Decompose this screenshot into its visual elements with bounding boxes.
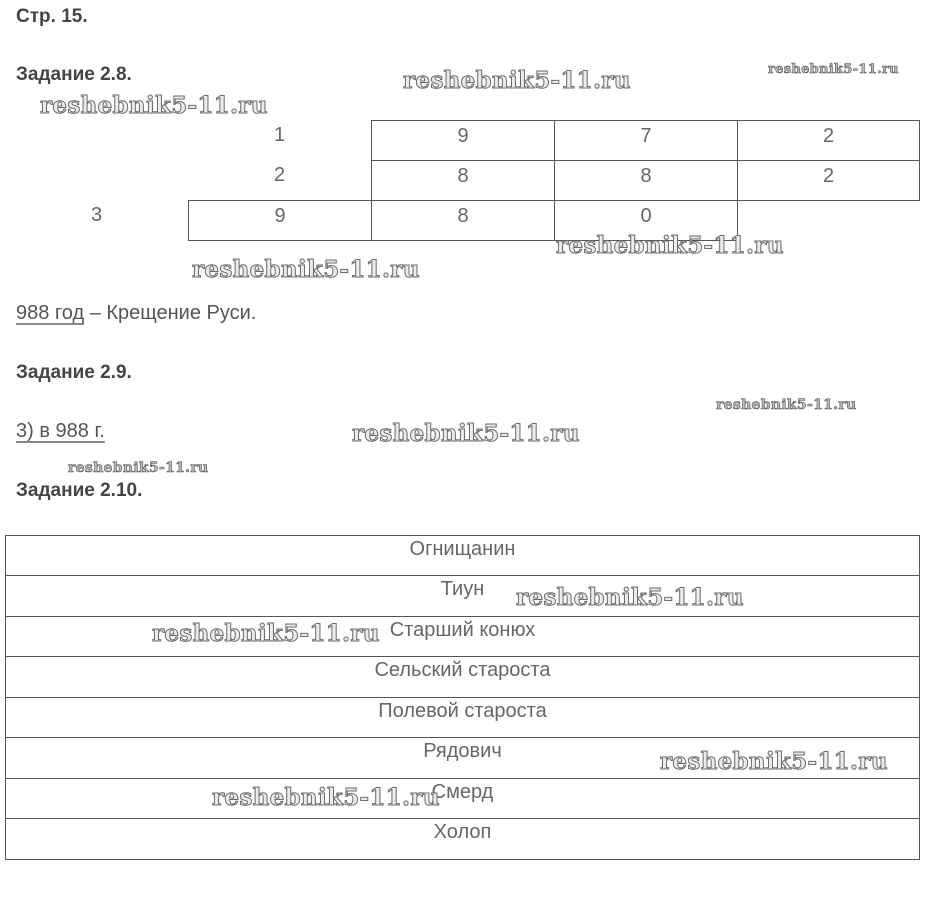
answer-option: 3) в 988 г.: [16, 420, 105, 442]
answer-year: 988 год: [16, 302, 85, 324]
task-2-9-answer: [16, 420, 105, 443]
table-row: Смерд: [5, 778, 920, 819]
table-cell: 2: [737, 120, 920, 161]
table-row: Старший конюх: [5, 616, 920, 657]
watermark: reshebnik5-11.ru: [716, 397, 857, 413]
table-cell: 2: [273, 164, 286, 186]
table-cell: 9: [188, 200, 372, 241]
watermark: reshebnik5-11.ru: [516, 584, 744, 611]
table-row: Рядович: [5, 737, 920, 779]
table-cell: 8: [554, 160, 738, 201]
watermark: reshebnik5-11.ru: [192, 256, 420, 283]
table-cell: 7: [554, 120, 738, 161]
table-cell: 9: [371, 120, 555, 161]
answer-text: – Крещение Руси.: [84, 302, 257, 324]
page-label: Стр. 15.: [16, 6, 88, 27]
task-2-8-heading: Задание 2.8.: [16, 64, 132, 85]
table-cell: 2: [737, 160, 920, 201]
task-2-8-answer: [16, 302, 256, 325]
watermark: reshebnik5-11.ru: [40, 92, 268, 119]
table-row: Сельский староста: [5, 656, 920, 698]
table-cell: 8: [371, 160, 555, 201]
task-2-9-heading: Задание 2.9.: [16, 362, 132, 383]
table-cell: 1: [273, 124, 286, 146]
table-row: Тиун: [5, 575, 920, 617]
watermark: reshebnik5-11.ru: [556, 232, 784, 259]
watermark: reshebnik5-11.ru: [660, 748, 888, 775]
table-row: Огнищанин: [5, 535, 920, 576]
watermark: reshebnik5-11.ru: [152, 620, 380, 647]
watermark: reshebnik5-11.ru: [212, 784, 440, 811]
table-row: Холоп: [5, 818, 920, 860]
watermark: reshebnik5-11.ru: [768, 62, 899, 77]
watermark: reshebnik5-11.ru: [403, 67, 631, 94]
watermark: reshebnik5-11.ru: [68, 460, 209, 476]
table-cell: 3: [90, 204, 103, 226]
table-row: Полевой староста: [5, 697, 920, 738]
table-cell: 0: [554, 200, 738, 241]
table-cell: 8: [371, 200, 555, 241]
task-2-10-heading: Задание 2.10.: [16, 480, 143, 501]
watermark: reshebnik5-11.ru: [352, 420, 580, 447]
